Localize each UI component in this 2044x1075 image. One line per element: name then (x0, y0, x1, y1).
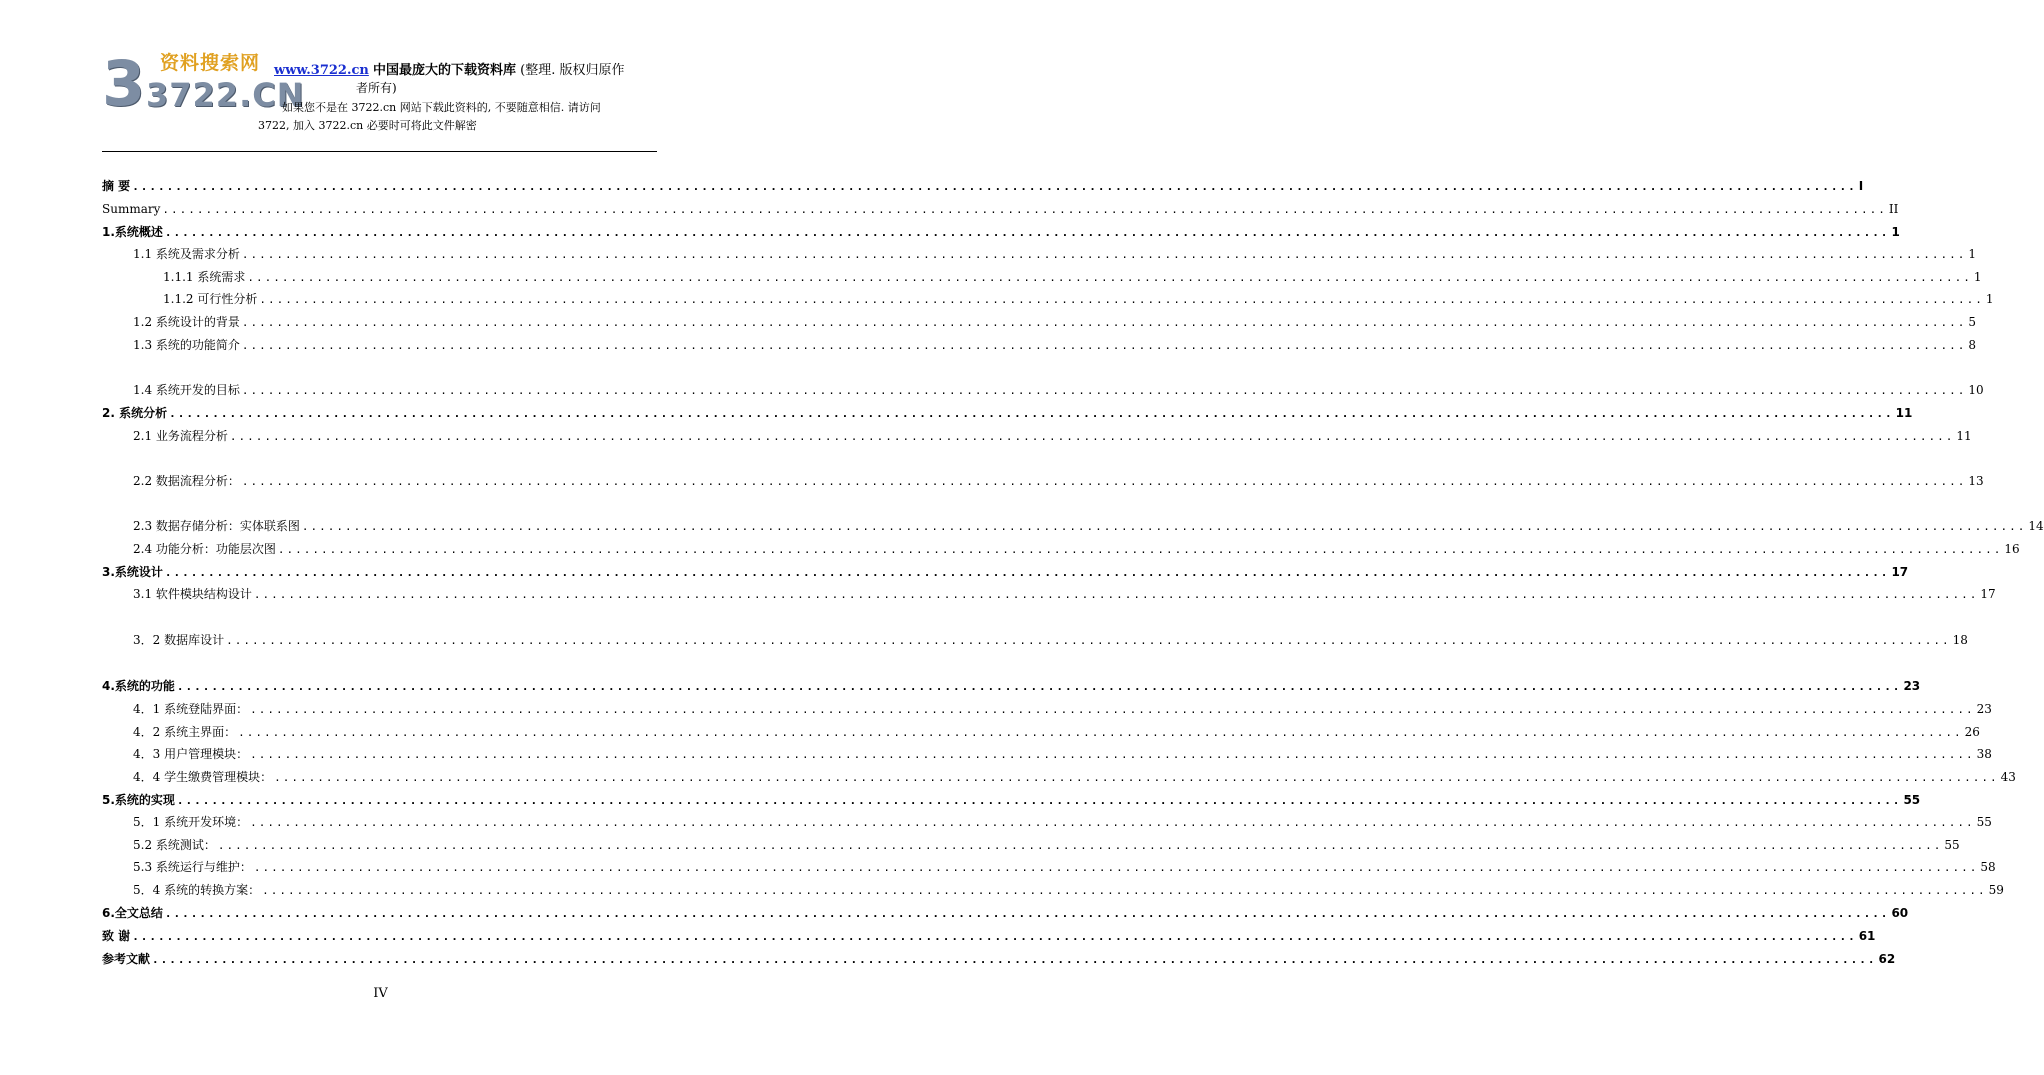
toc-entry-page: 55 (1976, 815, 1992, 829)
header-warning: 如果您不是在 3722.cn 网站下载此资料的, 不要随意相信. 请访问 (282, 101, 601, 114)
toc-entry-page: 5 (1968, 315, 1977, 329)
toc-entry[interactable] (133, 835, 1960, 855)
toc-entry-title: 5.系统的实现 (102, 793, 175, 807)
toc-entry[interactable] (133, 426, 1972, 446)
toc-entry-page: II (1888, 202, 1899, 216)
header-line-1 (274, 62, 625, 80)
toc-entry-title: 3.系统设计 (102, 565, 163, 579)
toc-leader-dots: ........................................................................................................................................................................................................ (152, 953, 1877, 966)
toc-leader-dots: ........................................................................................................................................................................................................ (132, 930, 1857, 943)
toc-entry[interactable] (133, 767, 2016, 787)
toc-leader-dots: ........................................................................................................................................................................................................ (164, 226, 1890, 239)
toc-entry[interactable] (102, 199, 1899, 219)
toc-leader-dots: ........................................................................................................................................................................................................ (301, 520, 2027, 533)
toc-entry[interactable] (133, 630, 1968, 650)
toc-leader-dots: ........................................................................................................................................................................................................ (241, 316, 1967, 329)
toc-leader-dots: ........................................................................................................................................................................................................ (238, 726, 1963, 739)
toc-entry-page: 17 (1980, 587, 1996, 601)
toc-entry[interactable] (133, 380, 1984, 400)
toc-entry-page: 11 (1956, 429, 1972, 443)
toc-entry[interactable] (133, 539, 2020, 559)
toc-entry-title: 4.系统的功能 (102, 679, 175, 693)
toc-entry-title: 1.1.2 可行性分析 (163, 292, 258, 306)
toc-entry[interactable] (102, 562, 1909, 582)
toc-entry[interactable] (163, 289, 1994, 309)
page-number: IV (373, 986, 388, 1001)
toc-entry-page: 55 (1903, 793, 1921, 807)
toc-entry[interactable] (133, 812, 1992, 832)
toc-leader-dots: ........................................................................................................................................................................................................ (229, 430, 1955, 443)
toc-entry[interactable] (102, 790, 1921, 810)
toc-entry-page: 14 (2028, 519, 2044, 533)
toc-leader-dots: ........................................................................................................................................................................................................ (250, 703, 1975, 716)
toc-leader-dots: ........................................................................................................................................................................................................ (217, 839, 1943, 852)
toc-entry-title: 1.1 系统及需求分析 (133, 247, 240, 261)
toc-entry-title: 3．2 数据库设计 (133, 633, 225, 647)
toc-entry[interactable] (102, 903, 1909, 923)
toc-entry[interactable] (133, 584, 1996, 604)
toc-entry-title: 2.2 数据流程分析： (133, 474, 240, 488)
toc-entry-page: 23 (1976, 702, 1992, 716)
toc-entry-title: 1.4 系统开发的目标 (133, 383, 240, 397)
header-tagline: 中国最庞大的下载资料库 (373, 63, 517, 78)
toc-leader-dots: ........................................................................................................................................................................................................ (241, 339, 1967, 352)
toc-entry-page: 60 (1891, 906, 1909, 920)
toc-leader-dots: ........................................................................................................................................................................................................ (241, 248, 1967, 261)
toc-leader-dots: ........................................................................................................................................................................................................ (169, 407, 1894, 420)
toc-entry-page: 8 (1968, 338, 1977, 352)
toc-entry-title: 3.1 软件模块结构设计 (133, 587, 252, 601)
toc-leader-dots: ........................................................................................................................................................................................................ (253, 588, 1979, 601)
toc-entry[interactable] (133, 335, 1977, 355)
toc-entry-title: 4．1 系统登陆界面： (133, 702, 249, 716)
toc-entry[interactable] (133, 722, 1980, 742)
toc-entry-title: 1.2 系统设计的背景 (133, 315, 240, 329)
toc-leader-dots: ........................................................................................................................................................................................................ (277, 543, 2003, 556)
toc-entry-page: 55 (1944, 838, 1960, 852)
toc-entry-page: 43 (2000, 770, 2016, 784)
toc-entry[interactable] (133, 312, 1977, 332)
toc-entry-page: 10 (1968, 383, 1984, 397)
toc-entry-title: 5.3 系统运行与维护： (133, 860, 252, 874)
toc-entry[interactable] (102, 176, 1864, 196)
toc-entry-title: 2.1 业务流程分析 (133, 429, 228, 443)
header-note-close: 者所有) (356, 81, 397, 95)
toc-entry[interactable] (133, 857, 1996, 877)
toc-leader-dots: ........................................................................................................................................................................................................ (259, 293, 1984, 306)
toc-leader-dots: ........................................................................................................................................................................................................ (226, 634, 1951, 647)
toc-entry-page: 1 (1968, 247, 1977, 261)
toc-entry-page: 38 (1976, 747, 1992, 761)
toc-entry-title: 致 谢 (102, 929, 131, 943)
logo-digit: 3 (102, 47, 146, 120)
toc-entry-title: 5.2 系统测试： (133, 838, 216, 852)
toc-leader-dots: ........................................................................................................................................................................................................ (241, 384, 1967, 397)
toc-entry-title: Summary (102, 202, 161, 216)
toc-entry-page: 59 (1988, 883, 2004, 897)
toc-entry-title: 1.系统概述 (102, 225, 163, 239)
toc-entry-page: 23 (1903, 679, 1921, 693)
toc-entry[interactable] (133, 744, 1992, 764)
toc-entry-title: 5．4 系统的转换方案： (133, 883, 261, 897)
toc-entry[interactable] (133, 880, 2004, 900)
toc-entry-page: 18 (1952, 633, 1968, 647)
toc-entry[interactable] (133, 516, 2044, 536)
toc-leader-dots: ........................................................................................................................................................................................................ (250, 816, 1975, 829)
toc-entry-page: 11 (1895, 406, 1913, 420)
toc-entry-page: 13 (1968, 474, 1984, 488)
toc-entry-page: 26 (1964, 725, 1980, 739)
toc-leader-dots: ........................................................................................................................................................................................................ (176, 680, 1902, 693)
toc-entry-title: 2.3 数据存储分析：实体联系图 (133, 519, 300, 533)
toc-leader-dots: ........................................................................................................................................................................................................ (250, 748, 1975, 761)
toc-entry-page: 1 (1891, 225, 1900, 239)
header-note-open: (整理. 版权归原作 (520, 63, 625, 78)
toc-leader-dots: ........................................................................................................................................................................................................ (132, 180, 1857, 193)
toc-entry-title: 6.全文总结 (102, 906, 163, 920)
site-link[interactable]: www.3722.cn (274, 63, 369, 78)
toc-entry-title: 5．1 系统开发环境： (133, 815, 249, 829)
toc-entry[interactable] (133, 471, 1984, 491)
toc-entry[interactable] (163, 267, 1982, 287)
toc-entry-title: 2.4 功能分析：功能层次图 (133, 542, 276, 556)
toc-entry[interactable] (102, 949, 1896, 969)
toc-leader-dots: ........................................................................................................................................................................................................ (262, 884, 1987, 897)
toc-leader-dots: ........................................................................................................................................................................................................ (164, 566, 1890, 579)
toc-entry-title: 2. 系统分析 (102, 406, 168, 420)
toc-entry[interactable] (102, 676, 1921, 696)
toc-entry-title: 1.3 系统的功能简介 (133, 338, 240, 352)
toc-entry[interactable] (102, 926, 1876, 946)
toc-leader-dots: ........................................................................................................................................................................................................ (162, 203, 1887, 216)
toc-entry-page: I (1858, 179, 1864, 193)
toc-entry-page: 16 (2004, 542, 2020, 556)
toc-entry-title: 4．2 系统主界面： (133, 725, 237, 739)
header-divider (102, 151, 657, 152)
toc-entry-page: 62 (1878, 952, 1896, 966)
toc-entry-title: 4．3 用户管理模块： (133, 747, 249, 761)
toc-entry[interactable] (102, 403, 1913, 423)
toc-leader-dots: ........................................................................................................................................................................................................ (247, 271, 1972, 284)
toc-leader-dots: ........................................................................................................................................................................................................ (241, 475, 1967, 488)
toc-leader-dots: ........................................................................................................................................................................................................ (164, 907, 1890, 920)
toc-entry-title: 摘 要 (102, 179, 131, 193)
toc-entry-page: 17 (1891, 565, 1909, 579)
toc-entry-title: 4．4 学生缴费管理模块： (133, 770, 273, 784)
toc-entry-page: 58 (1980, 860, 1996, 874)
toc-entry[interactable] (133, 699, 1992, 719)
header-hint: 3722, 加入 3722.cn 必要时可将此文件解密 (258, 119, 477, 132)
toc-leader-dots: ........................................................................................................................................................................................................ (253, 861, 1979, 874)
toc-entry[interactable] (102, 222, 1900, 242)
toc-entry-page: 1 (1985, 292, 1994, 306)
toc-entry-title: 1.1.1 系统需求 (163, 270, 246, 284)
logo-title: 资料搜索网 (160, 52, 261, 74)
toc-entry[interactable] (133, 244, 1977, 264)
logo-site-name: 3722.CN (146, 76, 305, 114)
toc-leader-dots: ........................................................................................................................................................................................................ (274, 771, 1999, 784)
toc-entry-title: 参考文献 (102, 952, 151, 966)
toc-entry-page: 61 (1858, 929, 1876, 943)
toc-entry-page: 1 (1973, 270, 1982, 284)
site-logo (102, 47, 305, 120)
toc-leader-dots: ........................................................................................................................................................................................................ (176, 794, 1902, 807)
